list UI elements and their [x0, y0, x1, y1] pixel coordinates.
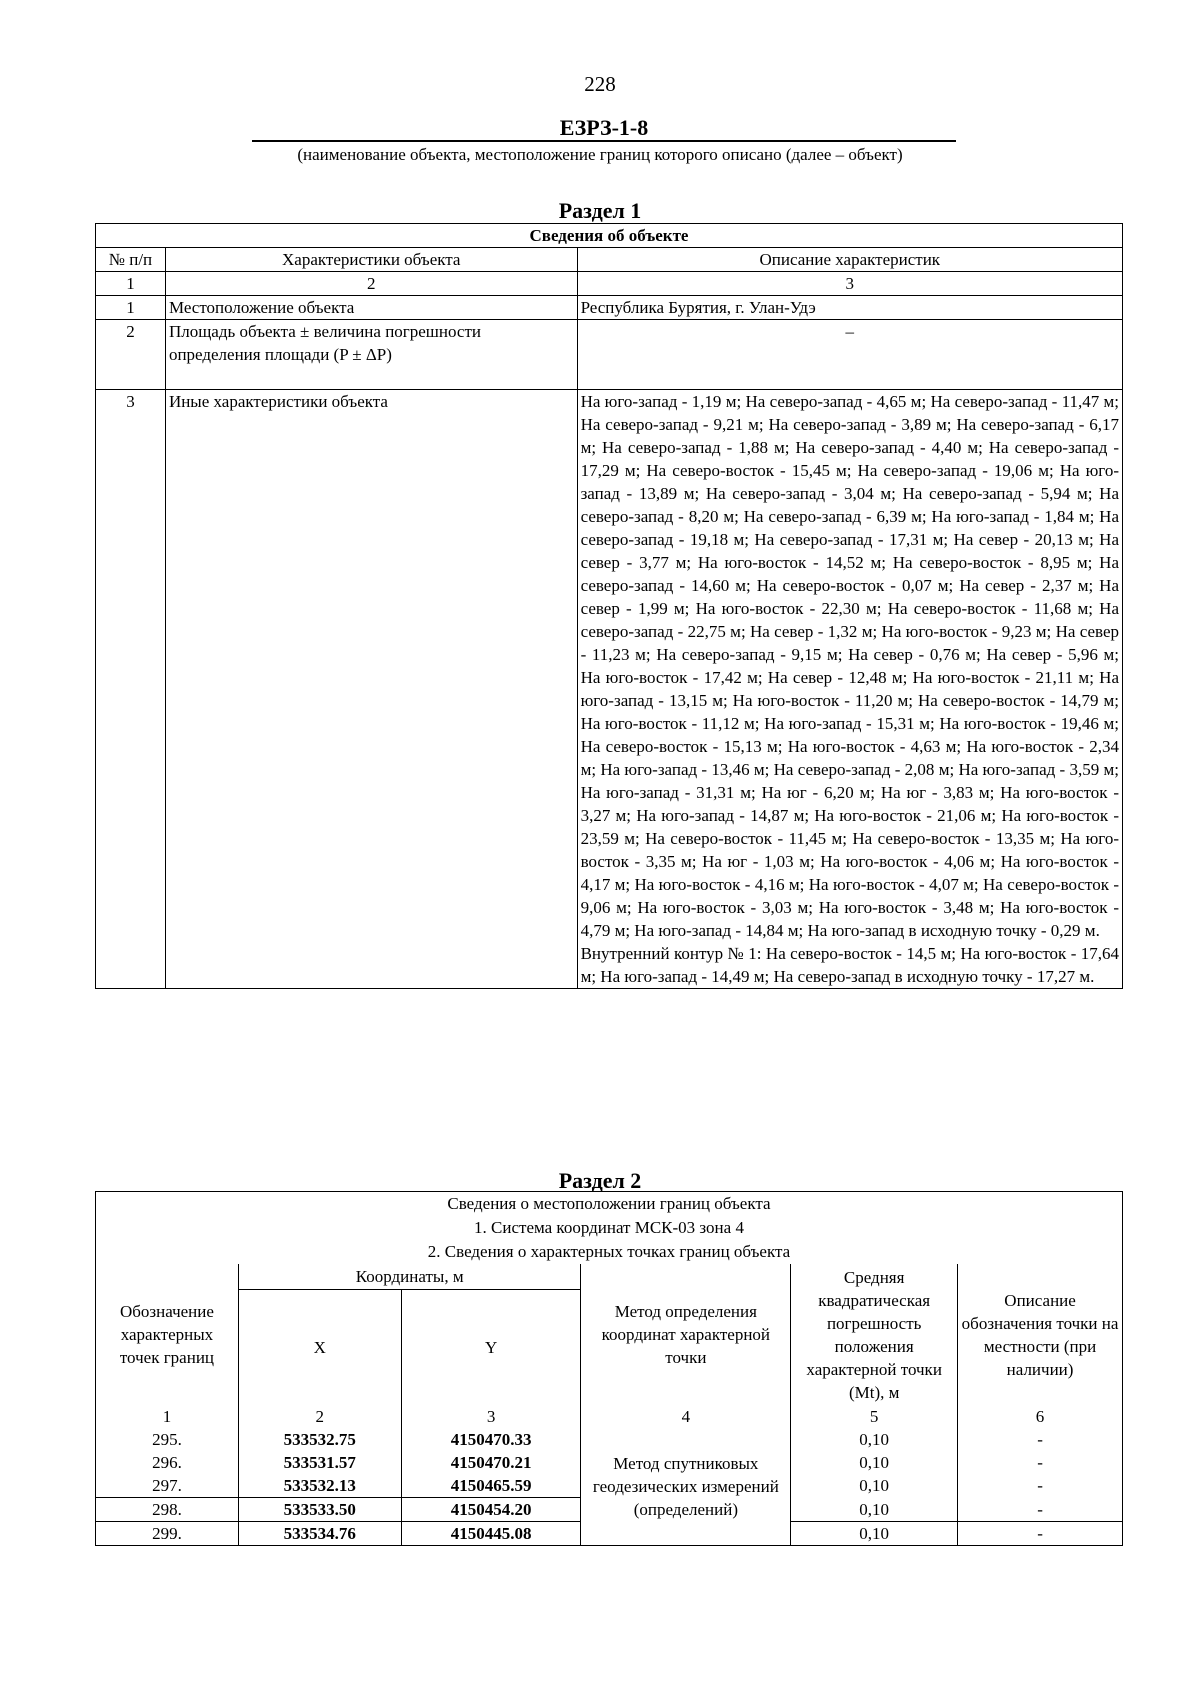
- document-title: ЕЗРЗ-1-8: [559, 115, 649, 140]
- row-characteristic: Площадь объекта ± величина погрешности определения площади (P ± ΔP): [165, 320, 577, 390]
- column-number-row: [96, 1405, 1123, 1428]
- page-number: 228: [584, 72, 616, 96]
- column-number: 1: [96, 272, 166, 296]
- document-subtitle: (наименование объекта, местоположение границ которого описано (далее – объект): [297, 145, 903, 164]
- point-x: 533534.76: [238, 1522, 401, 1546]
- point-label: 299.: [96, 1522, 239, 1546]
- column-number: 2: [165, 272, 577, 296]
- point-mt: 0,10: [791, 1522, 958, 1546]
- row-number: 3: [96, 390, 166, 989]
- table-row: [96, 296, 1123, 320]
- column-header: Характеристики объекта: [165, 248, 577, 272]
- row-number: 1: [96, 296, 166, 320]
- point-mt: 0,10: [791, 1451, 958, 1474]
- caption-row: [96, 1192, 1123, 1217]
- object-info-table: [95, 223, 1123, 989]
- point-y: 4150454.20: [401, 1498, 581, 1522]
- inner-contour-directions: На северо-восток - 14,5 м; На юго-восток - 17,64 м; На юго-запад - 14,49 м; На северо-запад в исходную точку - 17,27 м.: [580, 944, 1120, 986]
- column-number: 1: [162, 1407, 172, 1426]
- column-number: 3: [401, 1405, 581, 1428]
- column-header-method: Метод определения координат характерной точки: [581, 1264, 791, 1405]
- boundary-points-table: [95, 1191, 1123, 1546]
- caption-row: [96, 1240, 1123, 1264]
- coordinate-system: 1. Система координат МСК-03 зона 4: [474, 1218, 744, 1237]
- point-mt: 0,10: [791, 1498, 958, 1522]
- point-mt: 0,10: [791, 1428, 958, 1451]
- row-number: 2: [96, 320, 166, 390]
- section-2-title: Раздел 2: [558, 1168, 642, 1193]
- column-header-y: Y: [401, 1290, 581, 1406]
- column-header-description: Описание обозначения точки на местности (при наличии): [958, 1264, 1123, 1405]
- column-header-error: Средняя квадратическая погрешность положения характерной точки (Mt), м: [791, 1264, 958, 1405]
- column-header-point: Обозначение характерных точек границ: [119, 1302, 215, 1367]
- point-x: 533531.57: [238, 1451, 401, 1474]
- table-row: [96, 320, 1123, 390]
- column-header: № п/п: [96, 248, 166, 272]
- point-description: -: [958, 1522, 1123, 1546]
- point-y: 4150465.59: [401, 1474, 581, 1498]
- column-header-coords: Координаты, м: [238, 1264, 581, 1290]
- table-row: [96, 1428, 1123, 1451]
- point-description: -: [958, 1451, 1123, 1474]
- row-description: Республика Бурятия, г. Улан-Удэ: [577, 296, 1122, 320]
- caption-row: [96, 1216, 1123, 1240]
- column-header-x: X: [238, 1290, 401, 1406]
- row-description: –: [577, 320, 1122, 390]
- table-title: Сведения об объекте: [96, 224, 1123, 248]
- column-number: 5: [791, 1405, 958, 1428]
- column-number: 3: [577, 272, 1122, 296]
- table-header-row: [96, 248, 1123, 272]
- table-caption: Сведения о местоположении границ объекта: [447, 1194, 771, 1213]
- point-label: 296.: [152, 1453, 182, 1472]
- inner-contour-label: Внутренний контур № 1:: [580, 944, 762, 963]
- point-label: 297.: [152, 1476, 182, 1495]
- points-caption: 2. Сведения о характерных точках границ объекта: [427, 1242, 791, 1261]
- row-characteristic: Местоположение объекта: [165, 296, 577, 320]
- point-x: 533532.75: [238, 1428, 401, 1451]
- point-x: 533533.50: [238, 1498, 401, 1522]
- point-y: 4150445.08: [401, 1522, 581, 1546]
- title-underline: [252, 140, 956, 142]
- table-row: [96, 390, 1123, 989]
- point-label: 298.: [96, 1498, 239, 1522]
- column-header: Описание характеристик: [577, 248, 1122, 272]
- point-mt: 0,10: [791, 1474, 958, 1498]
- column-number: 6: [958, 1405, 1123, 1428]
- column-number-row: [96, 272, 1123, 296]
- point-description: -: [958, 1428, 1123, 1451]
- section-1-title: Раздел 1: [558, 198, 642, 223]
- method-cell: Метод спутниковых геодезических измерений (определений): [581, 1428, 791, 1546]
- boundary-directions: На юго-запад - 1,19 м; На северо-запад - 4,65 м; На северо-запад - 11,47 м; На северо-запад - 9,21 м; На северо-запад - 3,89 м; На северо-запад - 6,17 м; На северо-запад - 1,88 м; На северо-запад - 4,40 м; На северо-запад - 17,29 м; На северо-восток - 15,45 м; На северо-запад - 19,06 м; На юго-запад - 13,89 м; На северо-запад - 3,04 м; На северо-запад - 5,94 м; На северо-запад - 8,20 м; На северо-запад - 6,39 м; На юго-запад - 1,84 м; На северо-запад - 19,18 м; На северо-запад - 17,31 м; На север - 20,13 м; На север - 3,77 м; На юго-восток - 14,52 м; На северо-восток - 8,95 м; На северо-запад - 14,60 м; На северо-восток - 0,07 м; На север - 2,37 м; На север - 1,99 м; На юго-восток - 22,30 м; На северо-восток - 11,68 м; На северо-запад - 22,75 м; На север - 1,32 м; На юго-восток - 9,23 м; На север - 11,23 м; На северо-запад - 9,15 м; На север - 0,76 м; На север - 5,96 м; На юго-восток - 17,42 м; На север - 12,48 м; На юго-восток - 21,11 м; На юго-запад - 13,15 м; На юго-восток - 11,20 м; На северо-восток - 14,79 м; На юго-восток - 11,12 м; На юго-запад - 15,31 м; На юго-восток - 19,46 м; На северо-восток - 15,13 м; На юго-восток - 4,63 м; На юго-восток - 2,34 м; На юго-запад - 13,46 м; На северо-запад - 2,08 м; На юго-запад - 3,59 м; На юго-запад - 31,31 м; На юг - 6,20 м; На юг - 3,83 м; На юго-восток - 3,27 м; На юго-запад - 14,87 м; На юго-восток - 21,06 м; На юго-восток - 23,59 м; На северо-восток - 11,45 м; На северо-восток - 13,35 м; На юго-восток - 3,35 м; На юг - 1,03 м; На юго-восток - 4,06 м; На юго-восток - 4,17 м; На юго-восток - 4,16 м; На юго-восток - 4,07 м; На северо-восток - 9,06 м; На юго-восток - 3,03 м; На юго-восток - 3,48 м; На юго-восток - 4,79 м; На юго-запад - 14,84 м; На юго-запад в исходную точку - 0,29 м.: [580, 392, 1119, 940]
- point-y: 4150470.21: [401, 1451, 581, 1474]
- point-y: 4150470.33: [401, 1428, 581, 1451]
- row-characteristic: Иные характеристики объекта: [165, 390, 577, 989]
- document-title-block: [252, 116, 956, 142]
- table-header-row: [96, 1264, 1123, 1290]
- column-number: 4: [581, 1405, 791, 1428]
- column-number: 2: [238, 1405, 401, 1428]
- point-description: -: [958, 1474, 1123, 1498]
- point-description: -: [958, 1498, 1123, 1522]
- point-label: 295.: [152, 1430, 182, 1449]
- row-description: [577, 390, 1122, 989]
- point-x: 533532.13: [238, 1474, 401, 1498]
- table-title-row: [96, 224, 1123, 248]
